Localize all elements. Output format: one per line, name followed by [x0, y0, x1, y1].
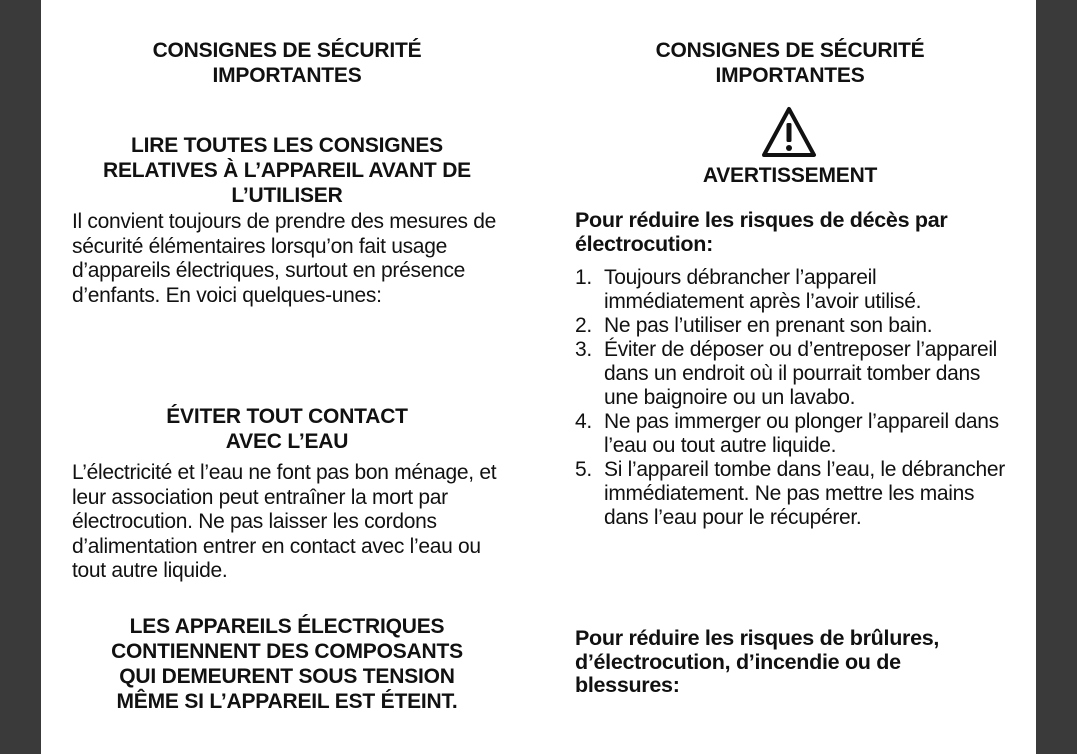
left-title-line1: CONSIGNES DE SÉCURITÉ — [152, 39, 422, 62]
read-heading-line3: L’UTILISER — [231, 184, 343, 207]
burn-lead: Pour réduire les risques de brûlures, d’électrocution, d’incendie ou de blessures: — [575, 626, 940, 697]
hazard-list-item — [575, 266, 1005, 314]
hazard-list-item — [575, 410, 1005, 458]
list-item-text: Éviter de déposer ou d’entreposer l’appareil dans un endroit où il pourrait tomber dans une baignoire ou un lavabo. — [604, 338, 998, 409]
water-paragraph: L’électricité et l’eau ne font pas bon ménage, et leur association peut entraîner la mort par électrocution. Ne pas laisser les cordons d’alimentation entrer en contact avec l’eau ou tout autre liquide. — [72, 461, 497, 582]
right-title-line2: IMPORTANTES — [715, 64, 865, 87]
list-item-number: 3. — [575, 338, 592, 361]
warning-triangle-icon — [761, 106, 817, 158]
live-heading-line4: MÊME SI L’APPAREIL EST ÉTEINT. — [116, 690, 458, 713]
read-instructions-heading — [72, 133, 502, 208]
list-item-number: 1. — [575, 266, 592, 289]
hazard-list-item — [575, 338, 1005, 410]
water-contact-heading — [72, 404, 502, 454]
live-heading-line3: QUI DEMEURENT SOUS TENSION — [119, 665, 455, 688]
hazard-list — [575, 266, 1005, 530]
warning-label: AVERTISSEMENT — [702, 164, 878, 187]
read-heading-line2: RELATIVES À L’APPAREIL AVANT DE — [103, 159, 471, 182]
hazard-list-item — [575, 458, 1005, 530]
right-title-line1: CONSIGNES DE SÉCURITÉ — [655, 39, 925, 62]
live-heading-line1: LES APPAREILS ÉLECTRIQUES — [129, 615, 445, 638]
list-item-text: Toujours débrancher l’appareil immédiatement après l’avoir utilisé. — [604, 266, 922, 313]
left-title-line2: IMPORTANTES — [212, 64, 362, 87]
list-item-number: 2. — [575, 314, 592, 337]
read-heading-line1: LIRE TOUTES LES CONSIGNES — [131, 134, 443, 157]
list-item-text: Ne pas immerger ou plonger l’appareil dans l’eau ou tout autre liquide. — [604, 410, 999, 457]
live-components-heading — [72, 614, 502, 714]
manual-page — [41, 0, 1036, 754]
left-title — [72, 38, 502, 88]
right-title — [575, 38, 1005, 88]
water-heading-line1: ÉVITER TOUT CONTACT — [166, 405, 408, 428]
intro-paragraph: Il convient toujours de prendre des mesures de sécurité élémentaires lorsqu’on fait usage d’appareils électriques, surtout en présence d’enfants. En voici quelques-unes: — [72, 210, 496, 307]
water-heading-line2: AVEC L’EAU — [225, 430, 349, 453]
hazard-list-item — [575, 314, 1005, 338]
list-item-number: 5. — [575, 458, 592, 481]
list-item-text: Si l’appareil tombe dans l’eau, le débrancher immédiatement. Ne pas mettre les mains dans l’eau pour le récupérer. — [604, 458, 1005, 529]
electrocution-lead: Pour réduire les risques de décès par électrocution: — [575, 208, 948, 256]
list-item-number: 4. — [575, 410, 592, 433]
live-heading-line2: CONTIENNENT DES COMPOSANTS — [111, 640, 463, 663]
list-item-text: Ne pas l’utiliser en prenant son bain. — [604, 314, 933, 337]
